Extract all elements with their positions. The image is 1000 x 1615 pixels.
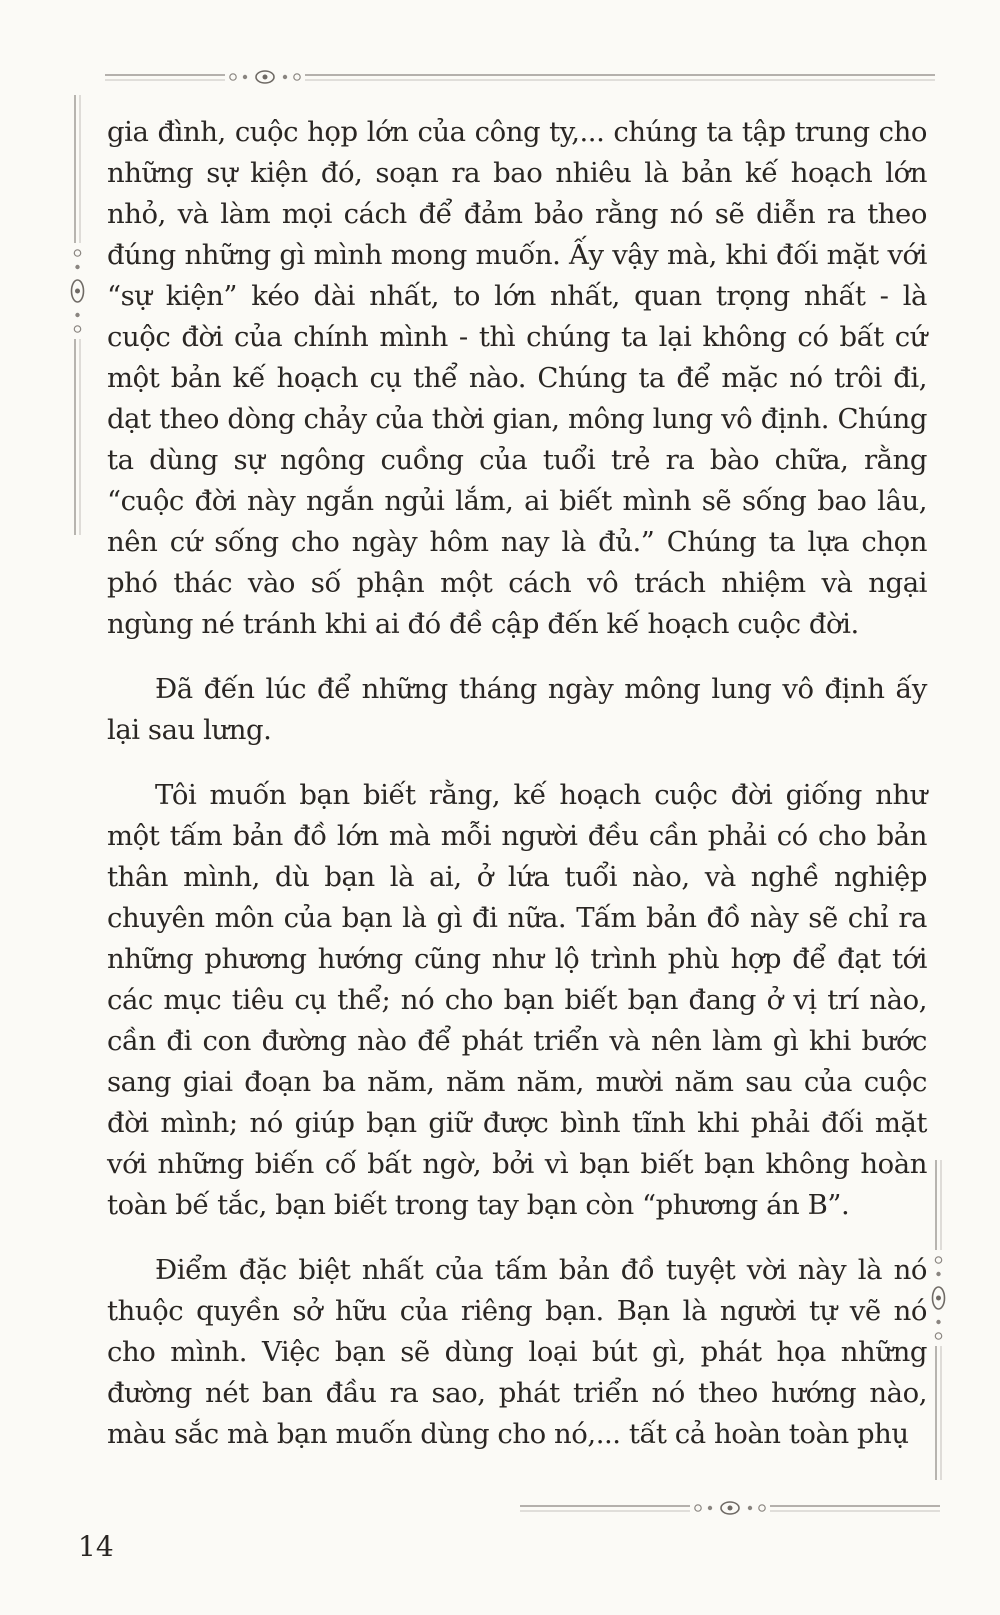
right-vertical-ornament xyxy=(927,1160,951,1480)
top-ornament-divider xyxy=(105,64,935,94)
paragraph-time-to-leave: Đã đến lúc để những tháng ngày mông lung vô định ấy lại sau lưng. xyxy=(107,673,927,746)
paragraph-life-plan-map: Tôi muốn bạn biết rằng, kế hoạch cuộc đời giống như một tấm bản đồ lớn mà mỗi người đều cần phải có cho bản thân mình, dù bạn là ai, ở lứa tuổi nào, và nghề nghiệp chuyên môn của bạn là gì đi nữa. Tấm bản đồ này sẽ chỉ ra những phương hướng cũng như lộ trình phù hợp để đạt tới các mục tiêu cụ thể; nó cho bạn biết bạn đang ở vị trí nào, cần đi con đường nào để phát triển và nên làm gì khi bước sang giai đoạn ba năm, năm năm, mười năm sau của cuộc đời mình; nó giúp bạn giữ được bình tĩnh khi phải đối mặt với những biến cố bất ngờ, bởi vì bạn biết bạn không hoàn toàn bế tắc, bạn biết trong tay bạn còn “phương án B”. xyxy=(107,779,927,1221)
bottom-ornament-divider xyxy=(520,1495,940,1525)
paragraph-continuation: gia đình, cuộc họp lớn của công ty,... chúng ta tập trung cho những sự kiện đó, soạn ra bao nhiêu là bản kế hoạch lớn nhỏ, và làm mọi cách để đảm bảo rằng nó sẽ diễn ra theo đúng những gì mình mong muốn. Ấy vậy mà, khi đối mặt với “sự kiện” kéo dài nhất, to lớn nhất, quan trọng nhất - là cuộc đời của chính mình - thì chúng ta lại không có bất cứ một bản kế hoạch cụ thể nào. Chúng ta để mặc nó trôi đi, dạt theo dòng chảy của thời gian, mông lung vô định. Chúng ta dùng sự ngông cuồng của tuổi trẻ ra bào chữa, rằng “cuộc đời này ngắn ngủi lắm, ai biết mình sẽ sống bao lâu, nên cứ sống cho ngày hôm nay là đủ.” Chúng ta lựa chọn phó thác vào số phận một cách vô trách nhiệm và ngại ngùng né tránh khi ai đó đề cập đến kế hoạch cuộc đời. xyxy=(107,116,927,640)
left-vertical-ornament xyxy=(66,95,90,535)
paragraph-map-ownership: Điểm đặc biệt nhất của tấm bản đồ tuyệt vời này là nó thuộc quyền sở hữu của riêng bạn. Bạn là người tự vẽ nó cho mình. Việc bạn sẽ dùng loại bút gì, phát họa những đường nét ban đầu ra sao, phát triển nó theo hướng nào, màu sắc mà bạn muốn dùng cho nó,... tất cả hoàn toàn phụ xyxy=(107,1254,927,1450)
body-text xyxy=(107,112,927,1455)
page-number: 14 xyxy=(78,1530,114,1563)
